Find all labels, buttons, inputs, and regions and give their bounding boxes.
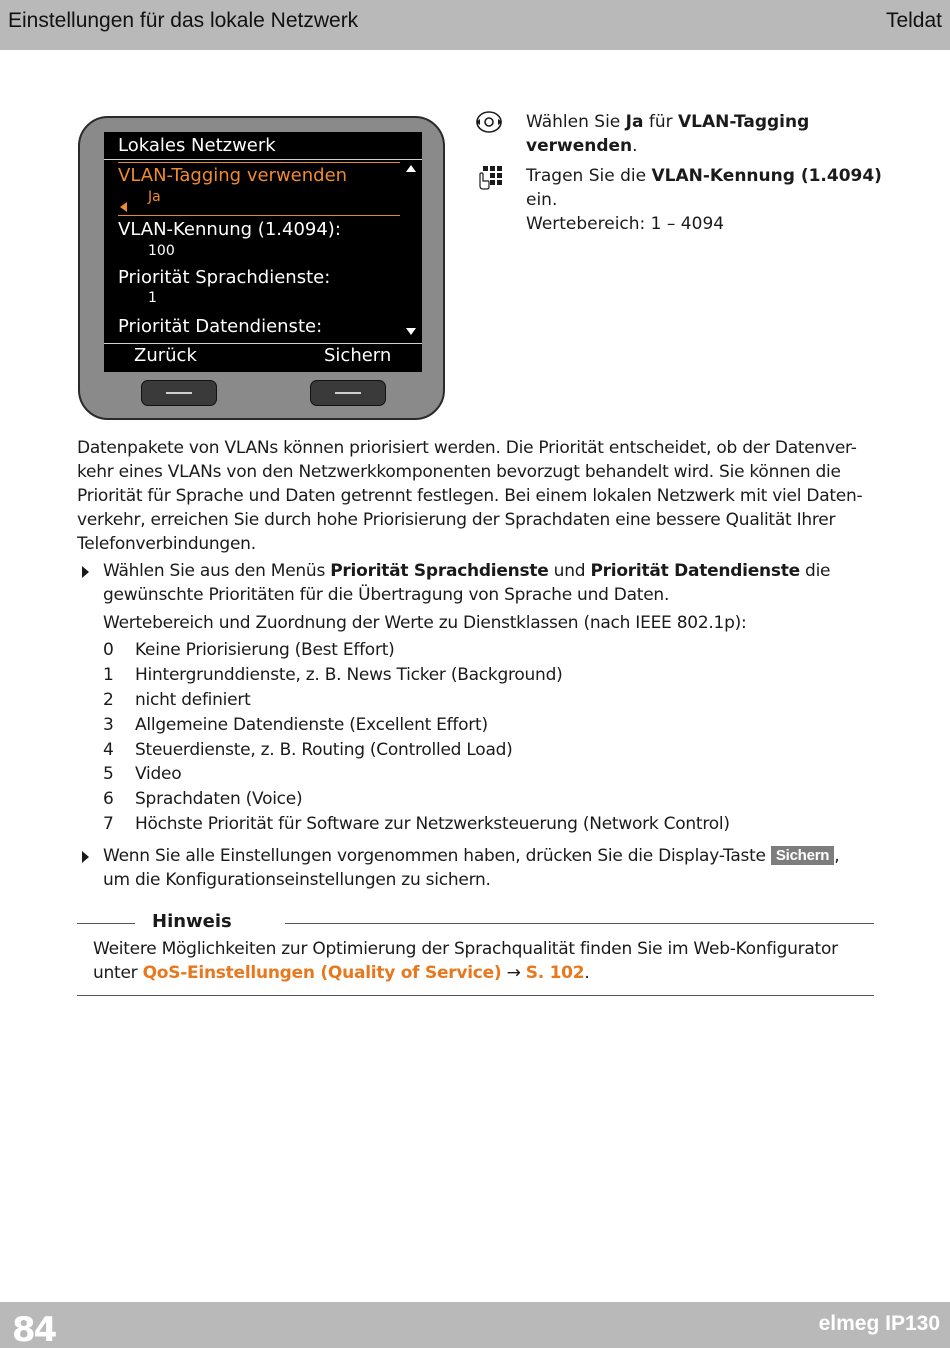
instruction-enter-vlan-id bbox=[474, 164, 894, 236]
priority-label: Allgemeine Datendienste (Excellent Effort) bbox=[135, 714, 488, 735]
priority-number: 1 bbox=[103, 664, 114, 685]
bullet-1-bold-voice: Priorität Sprachdienste bbox=[330, 561, 549, 581]
list-item bbox=[103, 738, 803, 763]
note-pre: unter bbox=[93, 963, 143, 983]
scroll-up-icon bbox=[406, 165, 416, 172]
paragraph-line: kehr eines VLANs von den Netzwerkkomponenten bevorzugt behandelt wird. Sie können die bbox=[77, 462, 841, 482]
right-display-key-button[interactable] bbox=[310, 380, 386, 406]
phone-illustration bbox=[78, 116, 445, 420]
priority-label: Steuerdienste, z. B. Routing (Controlled Load) bbox=[135, 739, 513, 760]
phone-display bbox=[104, 132, 422, 372]
priority-number: 7 bbox=[103, 814, 114, 835]
note-divider-right bbox=[285, 923, 874, 924]
instruction-2-post: ein. bbox=[526, 190, 558, 210]
page-reference-link[interactable]: S. 102 bbox=[525, 963, 585, 983]
display-key-sichern-badge: Sichern bbox=[771, 846, 834, 865]
keypad-icon bbox=[474, 164, 504, 192]
instruction-select-vlan-tagging bbox=[474, 110, 894, 162]
list-item bbox=[103, 787, 803, 812]
note-post: . bbox=[584, 963, 590, 983]
instruction-2-range: Wertebereich: 1 – 4094 bbox=[526, 214, 725, 234]
selection-bottom-line bbox=[118, 215, 400, 216]
paragraph-line: Datenpakete von VLANs können priorisiert werden. Die Priorität entscheidet, ob der Datenver- bbox=[77, 438, 857, 458]
selection-top-line bbox=[118, 162, 400, 163]
paragraph-line: Telefonverbindungen. bbox=[77, 534, 256, 554]
note-title: Hinweis bbox=[152, 911, 232, 932]
paragraph-line: Priorität für Sprache und Daten getrennt festlegen. Bei einem lokalen Netzwerk mit viel Daten- bbox=[77, 486, 863, 506]
priority-list bbox=[103, 638, 803, 837]
priority-number: 5 bbox=[103, 764, 114, 785]
footer-product-name: elmeg IP130 bbox=[818, 1312, 940, 1335]
navigation-key-icon bbox=[474, 110, 504, 138]
page-number: 84 bbox=[12, 1310, 56, 1348]
list-item bbox=[103, 713, 803, 738]
list-item bbox=[103, 688, 803, 713]
instruction-1-post: . bbox=[632, 136, 638, 156]
priority-number: 6 bbox=[103, 789, 114, 810]
list-item bbox=[103, 638, 803, 663]
qos-settings-link[interactable]: QoS-Einstellungen (Quality of Service) bbox=[142, 963, 502, 983]
priority-number: 2 bbox=[103, 689, 114, 710]
bullet-1-bold-data: Priorität Datendienste bbox=[590, 561, 800, 581]
header-brand: Teldat bbox=[885, 9, 942, 32]
field-data-priority-label[interactable]: Priorität Datendienste: bbox=[118, 316, 323, 337]
list-item bbox=[103, 663, 803, 688]
note-text bbox=[93, 937, 883, 985]
page-footer bbox=[0, 1302, 950, 1348]
priority-label: Hintergrunddienste, z. B. News Ticker (Background) bbox=[135, 664, 563, 685]
list-item bbox=[103, 812, 803, 837]
scroll-down-icon bbox=[406, 328, 416, 335]
range-intro: Wertebereich und Zuordnung der Werte zu Dienstklassen (nach IEEE 802.1p): bbox=[103, 613, 747, 633]
bullet-2-pre: Wenn Sie alle Einstellungen vorgenommen haben, drücken Sie die Display-Taste bbox=[103, 846, 771, 866]
instruction-2-text bbox=[526, 164, 886, 236]
priority-number: 0 bbox=[103, 640, 114, 660]
instruction-2-pre: Tragen Sie die bbox=[526, 166, 652, 186]
instruction-1-bold-ja: Ja bbox=[625, 112, 644, 132]
bullet-arrow-icon bbox=[82, 851, 89, 863]
bullet-1-post: die bbox=[799, 561, 831, 581]
note-arrow: → bbox=[501, 963, 526, 983]
instruction-1-pre: Wählen Sie bbox=[526, 112, 626, 132]
softkey-divider bbox=[104, 343, 422, 344]
screen-title: Lokales Netzwerk bbox=[118, 135, 276, 156]
bullet-1-mid: und bbox=[548, 561, 591, 581]
field-vlan-tagging-label[interactable]: VLAN-Tagging verwenden bbox=[118, 165, 348, 186]
left-display-key-button[interactable] bbox=[141, 380, 217, 406]
field-vlan-tagging-value[interactable]: Ja bbox=[148, 189, 161, 205]
bullet-2-line2: um die Konfigurationseinstellungen zu sichern. bbox=[103, 870, 491, 890]
field-vlan-id-value[interactable]: 100 bbox=[148, 243, 175, 259]
bullet-1-text bbox=[103, 559, 878, 607]
bullet-2-text bbox=[103, 844, 878, 892]
screen-title-divider bbox=[104, 159, 422, 160]
softkey-back[interactable]: Zurück bbox=[134, 345, 197, 366]
option-left-arrow-icon bbox=[120, 202, 127, 212]
bullet-select-priorities bbox=[82, 559, 882, 607]
instruction-1-mid: für bbox=[643, 112, 679, 132]
bullet-save-settings bbox=[82, 844, 882, 892]
field-vlan-id-label[interactable]: VLAN-Kennung (1.4094): bbox=[118, 219, 341, 240]
bullet-2-post: , bbox=[834, 846, 840, 866]
instruction-1-text bbox=[526, 110, 886, 158]
note-line-1: Weitere Möglichkeiten zur Optimierung der Sprachqualität finden Sie im Web-Konfigurator bbox=[93, 939, 838, 959]
priority-number: 3 bbox=[103, 714, 114, 735]
field-voice-priority-label[interactable]: Priorität Sprachdienste: bbox=[118, 267, 331, 288]
field-voice-priority-value[interactable]: 1 bbox=[148, 290, 157, 306]
note-divider-left bbox=[77, 923, 135, 924]
priority-label: Video bbox=[135, 764, 182, 785]
list-item bbox=[103, 762, 803, 787]
page-header bbox=[0, 0, 950, 50]
priority-label: nicht definiert bbox=[135, 689, 251, 710]
intro-paragraph bbox=[77, 436, 877, 556]
paragraph-line: verkehr, erreichen Sie durch hohe Priorisierung der Sprachdaten eine bessere Qualität Ihrer bbox=[77, 510, 836, 530]
bullet-1-pre: Wählen Sie aus den Menüs bbox=[103, 561, 331, 581]
priority-label: Keine Priorisierung (Best Effort) bbox=[135, 640, 395, 660]
header-title: Einstellungen für das lokale Netzwerk bbox=[8, 9, 359, 32]
instruction-1-bold-setting: VLAN-Tagging verwenden bbox=[526, 112, 810, 156]
priority-label: Sprachdaten (Voice) bbox=[135, 789, 303, 810]
softkey-save[interactable]: Sichern bbox=[324, 345, 392, 366]
bullet-1-line2: gewünschte Prioritäten für die Übertragung von Sprache und Daten. bbox=[103, 585, 670, 605]
instruction-2-bold-vlan-id: VLAN-Kennung (1.4094) bbox=[651, 166, 882, 186]
priority-label: Höchste Priorität für Software zur Netzwerksteuerung (Network Control) bbox=[135, 814, 730, 835]
note-divider-bottom bbox=[77, 995, 874, 996]
priority-number: 4 bbox=[103, 739, 114, 760]
bullet-arrow-icon bbox=[82, 566, 89, 578]
